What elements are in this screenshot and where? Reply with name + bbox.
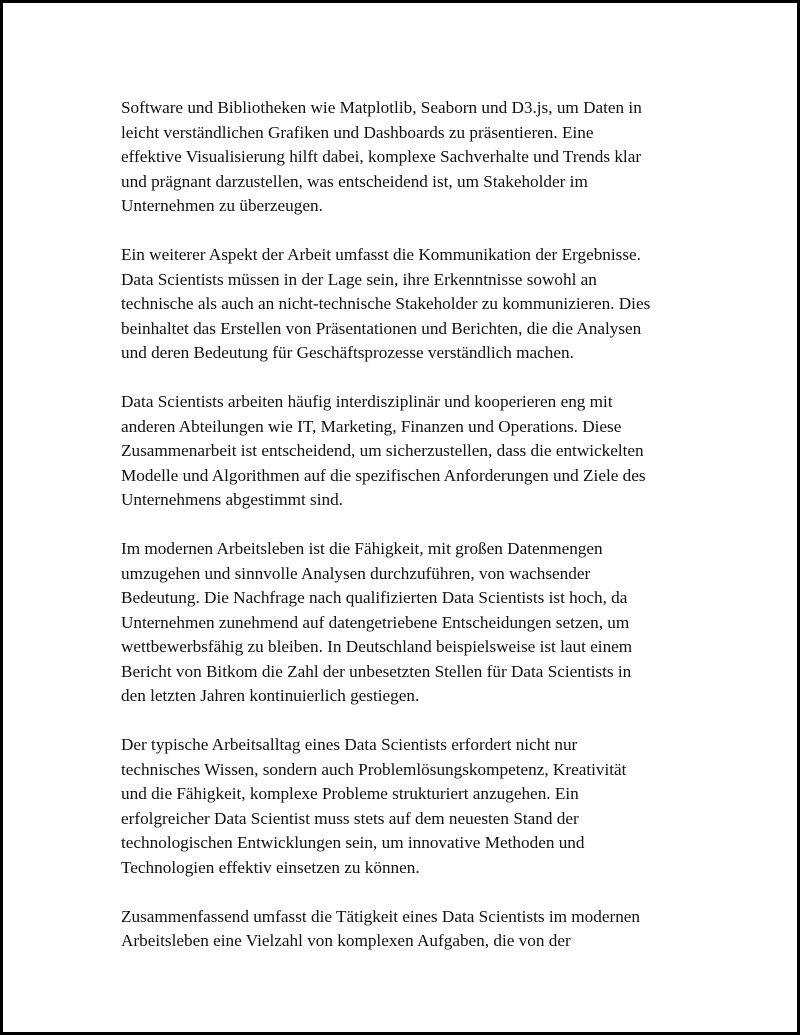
paragraph-summary: Zusammenfassend umfasst die Tätigkeit eines Data Scientists im modernen Arbeitsleben eine Vielzahl von komplexen Aufgaben, die von der xyxy=(121,906,641,950)
paragraph-daily-work: Der typische Arbeitsalltag eines Data Scientists erfordert nicht nur technisches Wissen, sondern auch Problemlösungskompetenz, Kreativität und die Fähigkeit, komplexe Probleme strukturiert anzugehen. Ein erfolgreicher Data Scientist muss stets auf dem neuesten Stand der technologischen Entwicklungen sein, um innovative Methoden und Technologien effektiv einsetzen zu können. xyxy=(121,735,627,877)
paragraph-demand: Im modernen Arbeitsleben ist die Fähigkeit, mit großen Datenmengen umzugehen und sinnvolle Analysen durchzuführen, von wachsender Bedeutung. Die Nachfrage nach qualifizierten Data Scientists ist hoch, da Unternehmen zunehmend auf datengetriebene Entscheidungen setzen, um wettbewerbsfähig zu bleiben. In Deutschland beispielsweise ist laut einem Bericht von Bitkom die Zahl der unbesetzten Stellen für Data Scientists in den letzten Jahren kontinuierlich gestiegen. xyxy=(121,539,633,705)
paragraph-communication: Ein weiterer Aspekt der Arbeit umfasst die Kommunikation der Ergebnisse. Data Scientists müssen in der Lage sein, ihre Erkenntnisse sowohl an technische als auch an nicht-technische Stakeholder zu kommunizieren. Dies beinhaltet das Erstellen von Präsentationen und Berichten, die die Analysen und deren Bedeutung für Geschäftsprozesse verständlich machen. xyxy=(121,245,651,362)
document-body xyxy=(121,96,691,978)
paragraph-visualization: Software und Bibliotheken wie Matplotlib, Seaborn und D3.js, um Daten in leicht verständlichen Grafiken und Dashboards zu präsentieren. Eine effektive Visualisierung hilft dabei, komplexe Sachverhalte und Trends klar und prägnant darzustellen, was entscheidend ist, um Stakeholder im Unternehmen zu überzeugen. xyxy=(121,98,642,215)
paragraph-collaboration: Data Scientists arbeiten häufig interdisziplinär und kooperieren eng mit anderen Abteilungen wie IT, Marketing, Finanzen und Operations. Diese Zusammenarbeit ist entscheidend, um sicherzustellen, dass die entwickelten Modelle und Algorithmen auf die spezifischen Anforderungen und Ziele des Unternehmens abgestimmt sind. xyxy=(121,392,646,509)
